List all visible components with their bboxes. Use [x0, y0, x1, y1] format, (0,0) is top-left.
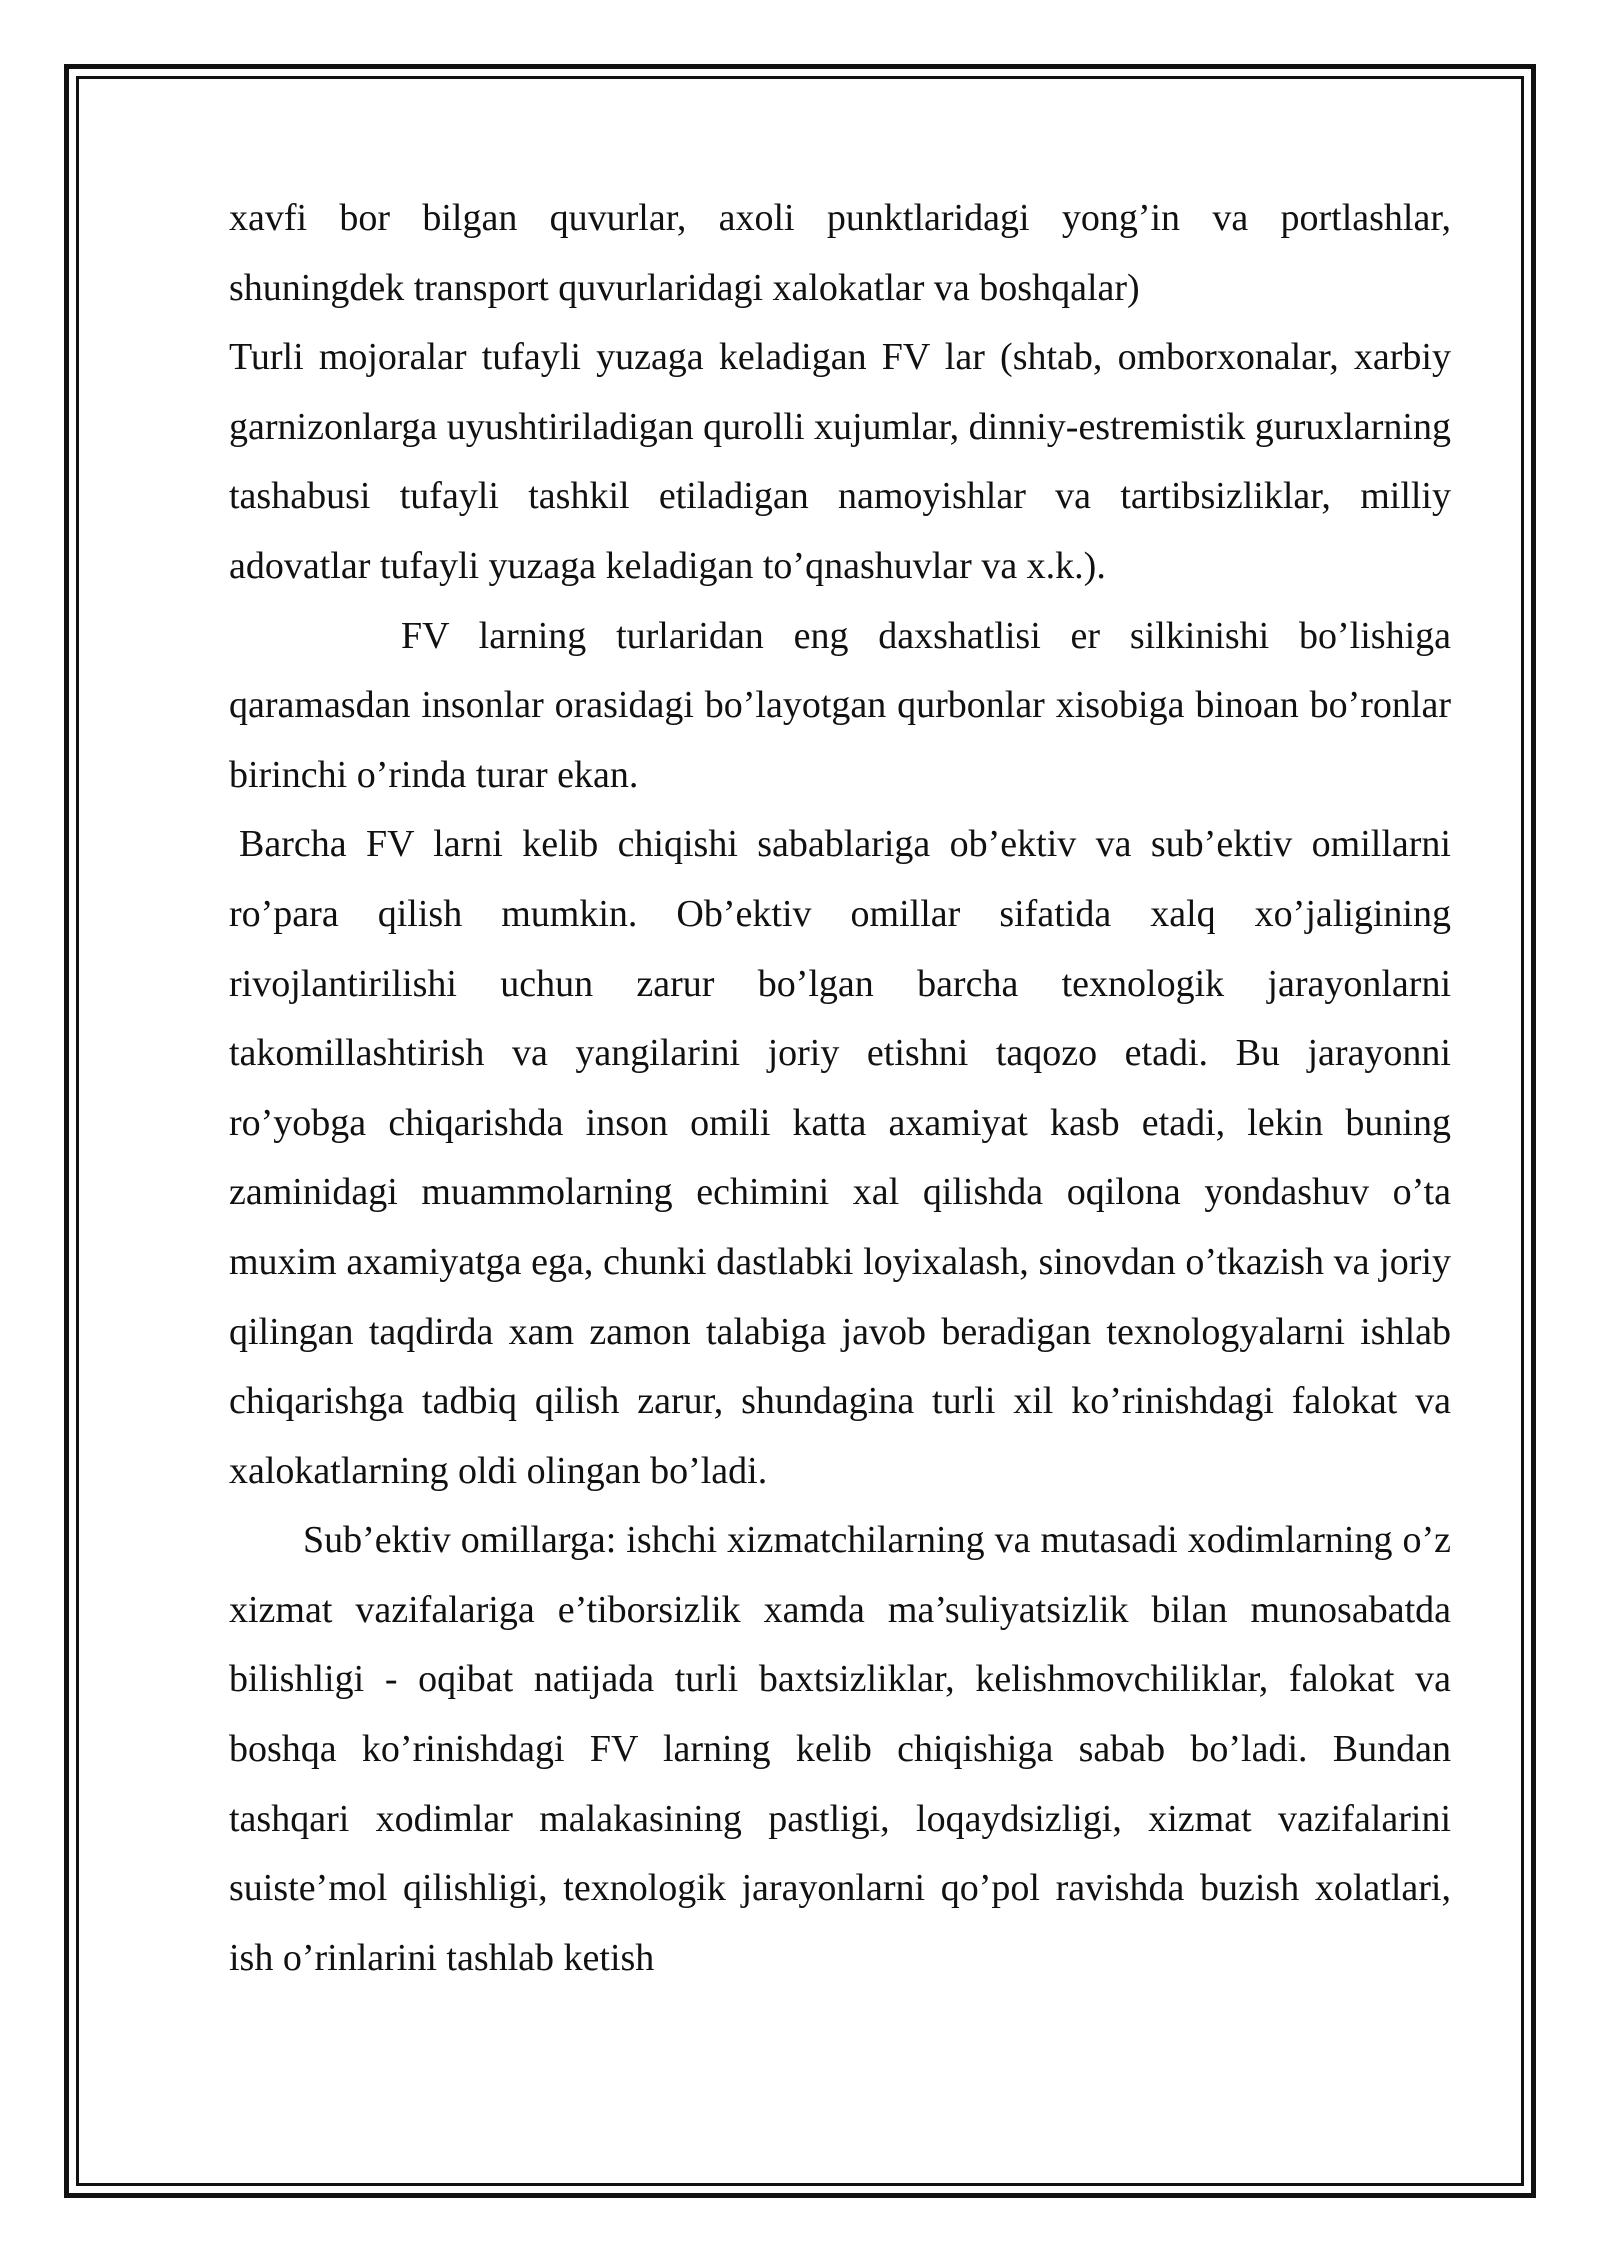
paragraph-1: xavfi bor bilgan quvurlar, axoli punktlaridagi yong’in va portlashlar, shuningdek transport quvurlaridagi xalokatlar va boshqalar) [229, 197, 1451, 309]
paragraph-4: Barcha FV larni kelib chiqishi sabablariga ob’ektiv va sub’ektiv omillarni ro’para qilish mumkin. Ob’ektiv omillar sifatida xalq xo’jaligining rivojlantirilishi uchun zarur bo’lgan barcha texnologik jarayonlarni takomillashtirish va yangilarini joriy etishni taqozo etadi. Bu jarayonni ro’yobga chiqarishda inson omili katta axamiyat kasb etadi, lekin buning zaminidagi muammolarning echimini xal qilishda oqilona yondashuv o’ta muxim axamiyatga ega, chunki dastlabki loyixalash, sinovdan o’tkazish va joriy qilingan taqdirda xam zamon talabiga javob beradigan texnologyalarni ishlab chiqarishga tadbiq qilish zarur, shundagina turli xil ko’rinishdagi falokat va xalokatlarning oldi olingan bo’ladi. [229, 823, 1451, 1492]
paragraph-2: Turli mojoralar tufayli yuzaga keladigan FV lar (shtab, omborxonalar, xarbiy garnizonlarga uyushtiriladigan qurolli xujumlar, dinniy-estremistik guruxlarning tashabusi tufayli tashkil etiladigan namoyishlar va tartibsizliklar, milliy adovatlar tufayli yuzaga keladigan to’qnashuvlar va x.k.). [229, 336, 1451, 587]
document-body [229, 184, 1451, 1993]
paragraph-5: Sub’ektiv omillarga: ishchi xizmatchilarning va mutasadi xodimlarning o’z xizmat vazifalariga e’tiborsizlik xamda ma’suliyatsizlik bilan munosabatda bilishligi - oqibat natijada turli baxtsizliklar, kelishmovchiliklar, falokat va boshqa ko’rinishdagi FV larning kelib chiqishiga sabab bo’ladi. Bundan tashqari xodimlar malakasining pastligi, loqaydsizligi, xizmat vazifalarini suiste’mol qilishligi, texnologik jarayonlarni qo’pol ravishda buzish xolatlari, ish o’rinlarini tashlab ketish [229, 1519, 1451, 1979]
paragraph-3: FV larning turlaridan eng daxshatlisi er silkinishi bo’lishiga qaramasdan insonlar orasidagi bo’layotgan qurbonlar xisobiga binoan bo’ronlar birinchi o’rinda turar ekan. [229, 614, 1451, 796]
